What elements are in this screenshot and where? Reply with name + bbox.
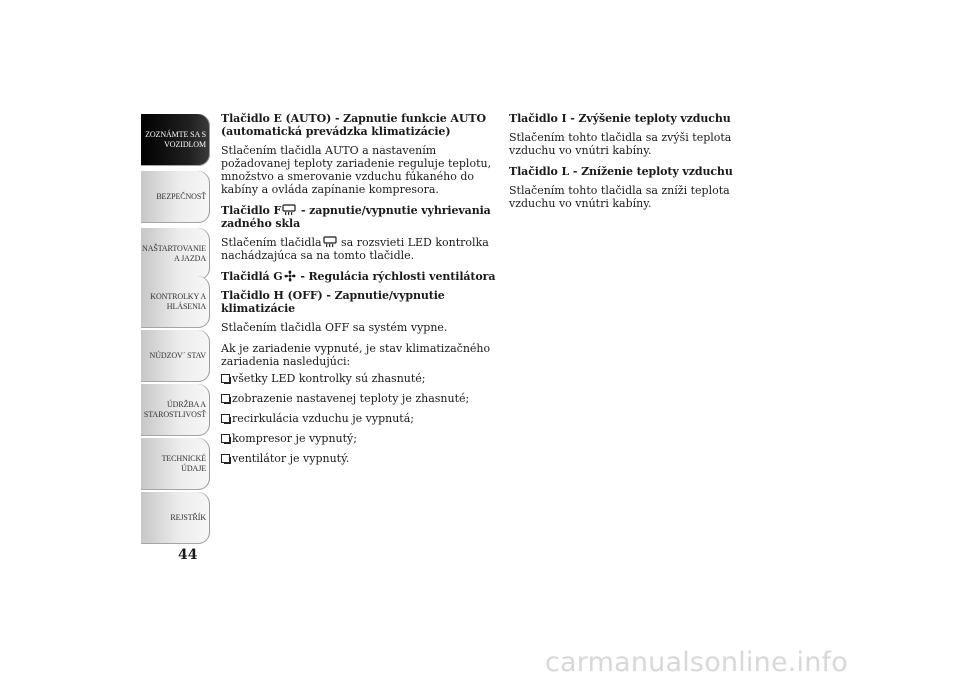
rear-window-defrost-icon [282,204,296,216]
heading-button-f [221,204,499,230]
list-item [221,412,499,425]
list-item-text: všetky LED kontrolky sú zhasnuté; [232,372,426,385]
heading-button-f-prefix: Tlačidlo F [221,204,282,217]
heading-button-l: Tlačidlo L - Zníženie teploty vzduchu [509,165,733,178]
heading-button-i: Tlačidlo I - Zvýšenie teploty vzduchu [509,112,731,125]
paragraph-button-h-1: Stlačením tlačidla OFF sa systém vypne. [221,321,448,334]
list-item-text: kompresor je vypnutý; [232,432,357,445]
paragraph-button-f [221,236,499,262]
off-state-list [221,372,499,465]
tab-bezpecnost[interactable]: BEZPEČNOSŤ [141,171,210,223]
checkbox-bullet-icon [221,374,230,383]
text-column-left [221,112,499,472]
list-item [221,452,499,465]
rear-window-defrost-icon [323,236,337,248]
paragraph-button-l: Stlačením tohto tlačidla sa zníži teplota vzduchu vo vnútri kabíny. [509,184,730,210]
page-number: 44 [178,547,198,563]
paragraph-button-f-prefix: Stlačením tlačidla [221,236,322,249]
list-item [221,432,499,445]
tab-nudzovy-stav[interactable]: NÚDZOV´ STAV [141,330,210,382]
heading-button-g [221,270,499,283]
tab-technicke-udaje[interactable]: TECHNICKÉ ÚDAJE [141,438,210,490]
paragraph-button-i: Stlačením tohto tlačidla sa zvýši teplota vzduchu vo vnútri kabíny. [509,131,732,157]
paragraph-button-e: Stlačením tlačidla AUTO a nastavením požadovanej teploty zariadenie reguluje teplotu, množstvo a smerovanie vzduchu fúkaného do kabíny a ovláda zapínanie kompresora. [221,144,492,196]
paragraph-button-h-2: Ak je zariadenie vypnuté, je stav klimatizačného zariadenia nasledujúci: [221,342,491,368]
list-item-text: recirkulácia vzduchu je vypnutá; [232,412,414,425]
tab-kontrolky-a-hlasenia[interactable]: KONTROLKY A HLÁSENIA [141,276,210,328]
checkbox-bullet-icon [221,414,230,423]
heading-button-g-prefix: Tlačidlá G [221,270,283,283]
paragraph-button-f-suffix: sa rozsvieti LED kontrolka nachádzajúca sa na tomto tlačidle. [221,236,489,262]
fan-icon [284,270,296,282]
tab-udrzba-a-starostlivost[interactable]: ÚDRŽBA A STAROSTLIVOSŤ [141,384,210,436]
heading-button-f-suffix: - zapnutie/vypnutie vyhrievania zadného skla [221,204,491,230]
checkbox-bullet-icon [221,454,230,463]
tab-nastartovanie-a-jazda[interactable]: NAŠTARTOVANIE A JAZDA [141,228,210,280]
list-item [221,392,499,405]
heading-button-g-suffix: - Regulácia rýchlosti ventilátora [296,270,496,283]
checkbox-bullet-icon [221,394,230,403]
watermark: carmanualsonline.info [545,647,848,678]
tab-zoznamte-sa-s-vozidlom[interactable]: ZOZNÁMTE SA S VOZIDLOM [141,114,210,166]
list-item-text: ventilátor je vypnutý. [232,452,350,465]
tab-rejstrik[interactable]: REJSTŘÍK [141,492,210,544]
checkbox-bullet-icon [221,434,230,443]
list-item-text: zobrazenie nastavenej teploty je zhasnuté; [232,392,470,405]
list-item [221,372,499,385]
heading-button-e: Tlačidlo E (AUTO) - Zapnutie funkcie AUTO (automatická prevádzka klimatizácie) [221,112,486,138]
heading-button-h: Tlačidlo H (OFF) - Zapnutie/vypnutie klimatizácie [221,289,445,315]
text-column-right [509,112,779,218]
